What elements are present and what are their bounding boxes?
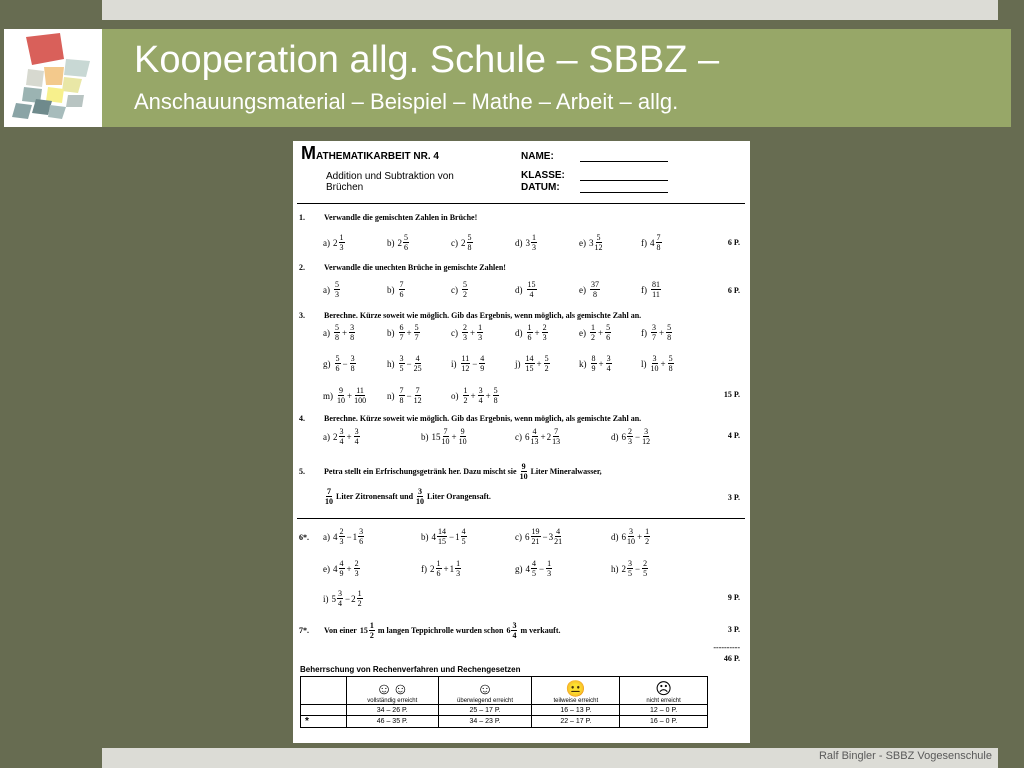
task-6h: h) 2 $\frac{3}{5}$ − $\frac{2}{5}$ <box>611 559 648 578</box>
task-3-points: 15 P. <box>723 390 740 399</box>
header-divider <box>297 203 745 204</box>
task-4a: a) 2 $\frac{3}{4}$ + $\frac{3}{4}$ <box>323 427 359 446</box>
section-divider <box>297 518 745 519</box>
task-3k: k) $\frac{8}{9}$ + $\frac{3}{4}$ <box>579 354 611 373</box>
task-1f: f) 4 $\frac{7}{8}$ <box>641 233 661 252</box>
grade-col-partly: 😐 teilweise erreicht <box>532 677 620 705</box>
grade-col-not: ☹ nicht erreicht <box>620 677 708 705</box>
double-smiley-icon: ☺☺ <box>375 681 409 698</box>
total-points: 46 P. <box>723 654 740 663</box>
task-3o: o) $\frac{1}{2}$ + $\frac{3}{4}$ + $\frac{5}{8}$ <box>451 386 498 405</box>
task-6b: b) 4 $\frac{14}{15}$ − 1 $\frac{4}{5}$ <box>421 527 466 546</box>
title-bar <box>102 29 1011 127</box>
task-6a: a) 4 $\frac{2}{3}$ − 1 $\frac{3}{6}$ <box>323 527 364 546</box>
slide-title: Kooperation allg. Schule – SBBZ – <box>134 39 720 81</box>
task-3b: b) $\frac{6}{7}$ + $\frac{5}{7}$ <box>387 323 419 342</box>
task-2b: b) $\frac{7}{6}$ <box>387 280 404 299</box>
task-5-points: 3 P. <box>727 493 740 502</box>
evaluation-table <box>300 676 708 728</box>
class-label: KLASSE: <box>521 170 565 181</box>
grade-col-mostly: ☺ überwiegend erreicht <box>438 677 532 705</box>
footer-author: Ralf Bingler - SBBZ Vogesenschule <box>818 750 992 762</box>
task-6g: g) 4 $\frac{4}{5}$ − $\frac{1}{3}$ <box>515 559 552 578</box>
task-3-instruction: 3. Berechne. Kürze soweit wie möglich. Gib das Ergebnis, wenn möglich, als gemischte Zahl an. <box>299 311 642 320</box>
task-6c: c) 6 $\frac{19}{21}$ − 3 $\frac{4}{21}$ <box>515 527 563 546</box>
task-5-line-1: 5. Petra stellt ein Erfrischungsgetränk her. Dazu mischt sie $\frac{9}{10}$ Liter Mineralwasser, <box>299 462 602 481</box>
task-3e: e) $\frac{1}{2}$ + $\frac{5}{6}$ <box>579 323 611 342</box>
task-3l: l) $\frac{3}{10}$ + $\frac{5}{8}$ <box>641 354 673 373</box>
task-2e: e) $\frac{37}{8}$ <box>579 280 599 299</box>
school-logo <box>4 29 102 127</box>
task-7-points: 3 P. <box>727 625 740 634</box>
task-1b: b) 2 $\frac{5}{6}$ <box>387 233 408 252</box>
task-6-points: 9 P. <box>727 593 740 602</box>
task-6f: f) 2 $\frac{1}{6}$ + 1 $\frac{1}{3}$ <box>421 559 461 578</box>
task-3g: g) $\frac{5}{6}$ − $\frac{3}{8}$ <box>323 354 355 373</box>
smiley-icon: ☺ <box>476 681 494 698</box>
task-1-instruction: 1. Verwandle die gemischten Zahlen in Brüche! <box>299 213 478 222</box>
task-4-points: 4 P. <box>727 431 740 440</box>
task-1e: e) 3 $\frac{5}{12}$ <box>579 233 603 252</box>
logo-mosaic-icon <box>4 29 102 127</box>
class-line <box>580 180 668 181</box>
star-mark: * <box>301 716 347 728</box>
name-line <box>580 161 668 162</box>
task-2-points: 6 P. <box>727 286 740 295</box>
task-1a: a) 2 $\frac{1}{3}$ <box>323 233 344 252</box>
task-5-line-2: $\frac{7}{10}$ Liter Zitronensaft und $\frac{3}{10}$ Liter Orangensaft. <box>325 487 491 506</box>
worksheet-subtitle: Addition und Subtraktion von Brüchen <box>326 171 454 193</box>
task-7-text: 7*. Von einer 15 $\frac{1}{2}$ m langen Teppichrolle wurden schon 6 $\frac{3}{4}$ m verkauft. <box>299 621 561 640</box>
task-3h: h) $\frac{3}{5}$ − $\frac{4}{25}$ <box>387 354 422 373</box>
task-3c: c) $\frac{2}{3}$ + $\frac{1}{3}$ <box>451 323 483 342</box>
task-2a: a) $\frac{5}{3}$ <box>323 280 339 299</box>
task-2f: f) $\frac{81}{11}$ <box>641 280 660 299</box>
footer-bar <box>102 748 998 768</box>
task-3a: a) $\frac{5}{8}$ + $\frac{3}{8}$ <box>323 323 355 342</box>
task-1-points: 6 P. <box>727 238 740 247</box>
top-bar <box>102 0 998 20</box>
task-2-instruction: 2. Verwandle die unechten Brüche in gemischte Zahlen! <box>299 263 506 272</box>
date-line <box>580 192 668 193</box>
task-3j: j) $\frac{14}{15}$ + $\frac{5}{2}$ <box>515 354 549 373</box>
task-1d: d) 3 $\frac{1}{3}$ <box>515 233 536 252</box>
task-3i: i) $\frac{11}{12}$ − $\frac{4}{9}$ <box>451 354 485 373</box>
task-3n: n) $\frac{7}{8}$ − $\frac{7}{12}$ <box>387 386 422 405</box>
task-2d: d) $\frac{15}{4}$ <box>515 280 536 299</box>
task-3f: f) $\frac{3}{7}$ + $\frac{5}{8}$ <box>641 323 672 342</box>
task-3d: d) $\frac{1}{6}$ + $\frac{2}{3}$ <box>515 323 547 342</box>
worksheet-title: MATHEMATIKARBEIT NR. 4 <box>301 143 439 163</box>
task-6-number: 6*. <box>299 533 309 542</box>
task-6e: e) 4 $\frac{4}{9}$ + $\frac{2}{3}$ <box>323 559 359 578</box>
grade-col-full: ☺☺ vollständig erreicht <box>346 677 438 705</box>
evaluation-title: Beherrschung von Rechenverfahren und Rechengesetzen <box>300 665 521 674</box>
task-1c: c) 2 $\frac{5}{8}$ <box>451 233 472 252</box>
task-4d: d) 6 $\frac{2}{3}$ − $\frac{3}{12}$ <box>611 427 651 446</box>
task-6d: d) 6 $\frac{3}{10}$ + $\frac{1}{2}$ <box>611 527 650 546</box>
name-label: NAME: <box>521 151 554 162</box>
total-dashes: ---------- <box>713 643 740 652</box>
frown-face-icon: ☹ <box>655 681 672 698</box>
date-label: DATUM: <box>521 182 560 193</box>
evaluation-header-row <box>301 677 708 705</box>
evaluation-row-2: * 46 – 35 P. 34 – 23 P. 22 – 17 P. 16 – 0 P. <box>301 716 708 728</box>
worksheet <box>293 141 750 743</box>
task-6i: i) 5 $\frac{3}{4}$ − 2 $\frac{1}{2}$ <box>323 589 362 608</box>
evaluation-row-1: 34 – 26 P. 25 – 17 P. 16 – 13 P. 12 – 0 P. <box>301 705 708 716</box>
task-4-instruction: 4. Berechne. Kürze soweit wie möglich. Gib das Ergebnis, wenn möglich, als gemischte Zahl an. <box>299 414 642 423</box>
neutral-face-icon: 😐 <box>565 681 586 698</box>
slide-subtitle: Anschauungsmaterial – Beispiel – Mathe – Arbeit – allg. <box>134 89 679 114</box>
task-4c: c) 6 $\frac{4}{13}$ + 2 $\frac{7}{13}$ <box>515 427 561 446</box>
task-2c: c) $\frac{5}{2}$ <box>451 280 467 299</box>
task-4b: b) 15 $\frac{7}{10}$ + $\frac{9}{10}$ <box>421 427 467 446</box>
task-3m: m) $\frac{9}{10}$ + $\frac{11}{100}$ <box>323 386 367 405</box>
